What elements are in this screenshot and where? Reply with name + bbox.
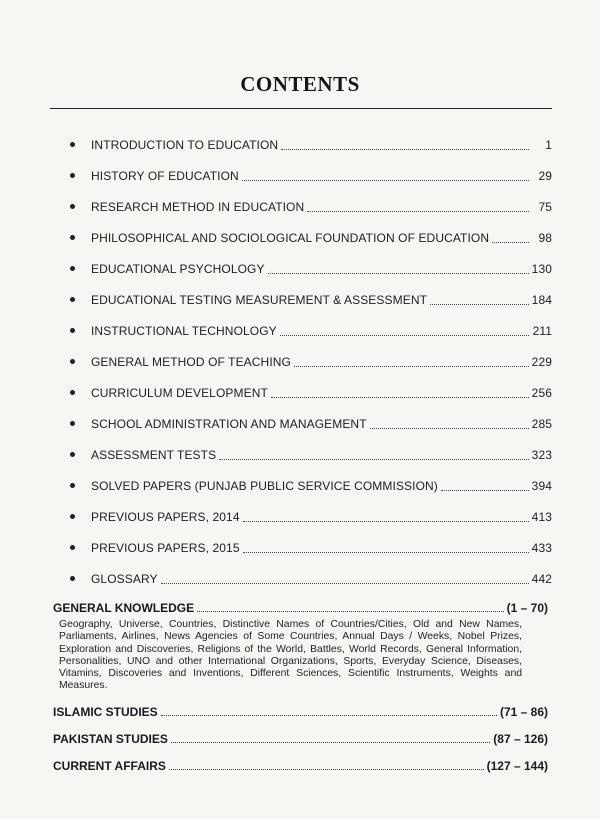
toc-item	[70, 470, 552, 501]
toc-item-page: 1	[545, 137, 552, 152]
toc-item-label: SOLVED PAPERS (PUNJAB PUBLIC SERVICE COMMISSION)	[91, 478, 438, 493]
section-pages: (127 – 144)	[486, 759, 548, 773]
section-label: ISLAMIC STUDIES	[53, 705, 158, 719]
dot-leader	[242, 179, 529, 181]
dot-leader	[281, 148, 529, 150]
section-general-knowledge	[53, 601, 548, 693]
dot-leader	[307, 210, 529, 212]
dot-leader	[197, 610, 504, 612]
section-description: Geography, Universe, Countries, Distinctive Names of Countries/Cities, Old and New Names, Parliaments, Airlines, News Agencies of Some Countries, Annual Days / Weeks, Nobel Prizes, Exploration and Discoveries, Religions of the World, Battles, World Records, General Information, Personalities, UNO and other International Organizations, Sports, Everyday Science, Diseases, Vitamins, Discoveries and Inventions, Different Sciences, Scientific Instruments, Weights and Measures.	[59, 619, 522, 692]
bullet-icon	[70, 328, 75, 333]
toc-item-page: 98	[538, 230, 552, 245]
bullet-icon	[70, 421, 75, 426]
toc-item	[70, 129, 552, 160]
toc-item	[70, 377, 552, 408]
section-label: CURRENT AFFAIRS	[53, 759, 166, 773]
dot-leader	[280, 334, 529, 336]
section-heading	[53, 732, 548, 746]
dot-leader	[243, 551, 529, 553]
bullet-icon	[70, 514, 75, 519]
bullet-icon	[70, 297, 75, 302]
toc-item-label: GLOSSARY	[91, 571, 158, 586]
section-heading	[53, 705, 548, 719]
toc-item	[70, 160, 552, 191]
toc-item-page: 394	[531, 478, 552, 493]
dot-leader	[219, 458, 528, 460]
section-islamic-studies	[53, 705, 548, 719]
toc-item-page: 433	[531, 540, 552, 555]
dot-leader	[161, 714, 497, 716]
dot-leader	[441, 489, 529, 491]
section-label: PAKISTAN STUDIES	[53, 732, 168, 746]
toc-item-page: 75	[538, 199, 552, 214]
title-divider	[50, 108, 552, 109]
section-pages: (87 – 126)	[493, 732, 548, 746]
toc-item-label: GENERAL METHOD OF TEACHING	[91, 354, 291, 369]
dot-leader	[243, 520, 529, 522]
toc-item-page: 442	[531, 571, 552, 586]
dot-leader	[492, 241, 529, 243]
toc-item-page: 413	[531, 509, 552, 524]
bullet-icon	[70, 359, 75, 364]
bullet-icon	[70, 142, 75, 147]
toc-item-label: INSTRUCTIONAL TECHNOLOGY	[91, 323, 277, 338]
toc-item-label: RESEARCH METHOD IN EDUCATION	[91, 199, 305, 214]
toc-item-page: 285	[531, 416, 552, 431]
toc-item-label: PREVIOUS PAPERS, 2015	[91, 540, 240, 555]
toc-item	[70, 222, 552, 253]
toc-item-label: PHILOSOPHICAL AND SOCIOLOGICAL FOUNDATION OF EDUCATION	[91, 230, 490, 245]
section-pakistan-studies	[53, 732, 548, 746]
toc-item-label: PREVIOUS PAPERS, 2014	[91, 509, 240, 524]
toc-item-label: CURRICULUM DEVELOPMENT	[91, 385, 268, 400]
toc-item	[70, 408, 552, 439]
dot-leader	[370, 427, 529, 429]
dot-leader	[271, 396, 529, 398]
dot-leader	[161, 582, 529, 584]
dot-leader	[430, 303, 529, 305]
toc-item-label: EDUCATIONAL TESTING MEASUREMENT & ASSESSMENT	[91, 292, 428, 307]
toc-item-page: 323	[531, 447, 552, 462]
bullet-icon	[70, 390, 75, 395]
section-heading	[53, 759, 548, 773]
toc-item-label: EDUCATIONAL PSYCHOLOGY	[91, 261, 265, 276]
dot-leader	[294, 365, 529, 367]
toc-item-page: 130	[531, 261, 552, 276]
page-title: CONTENTS	[240, 72, 360, 96]
bullet-icon	[70, 204, 75, 209]
toc-item-page: 256	[531, 385, 552, 400]
toc-item	[70, 284, 552, 315]
toc-item-page: 211	[532, 323, 552, 338]
section-pages: (71 – 86)	[499, 705, 548, 719]
toc-item	[70, 346, 552, 377]
toc-item-label: ASSESSMENT TESTS	[91, 447, 217, 462]
toc-list	[70, 129, 552, 594]
bullet-icon	[70, 545, 75, 550]
section-pages: (1 – 70)	[506, 601, 548, 615]
toc-item	[70, 501, 552, 532]
bullet-icon	[70, 266, 75, 271]
toc-item-label: HISTORY OF EDUCATION	[91, 168, 239, 183]
toc-item	[70, 563, 552, 594]
section-label: GENERAL KNOWLEDGE	[53, 601, 195, 615]
toc-item	[70, 439, 552, 470]
section-current-affairs	[53, 759, 548, 773]
dot-leader	[268, 272, 529, 274]
section-heading	[53, 601, 548, 615]
bullet-icon	[70, 576, 75, 581]
toc-item	[70, 191, 552, 222]
bullet-icon	[70, 173, 75, 178]
toc-item	[70, 315, 552, 346]
toc-item-page: 184	[531, 292, 552, 307]
toc-item-label: INTRODUCTION TO EDUCATION	[91, 137, 279, 152]
dot-leader	[171, 741, 490, 743]
bullet-icon	[70, 235, 75, 240]
toc-item-page: 229	[531, 354, 552, 369]
bullet-icon	[70, 483, 75, 488]
toc-item-page: 29	[538, 168, 552, 183]
toc-item-label: SCHOOL ADMINISTRATION AND MANAGEMENT	[91, 416, 367, 431]
bullet-icon	[70, 452, 75, 457]
toc-item	[70, 532, 552, 563]
toc-item	[70, 253, 552, 284]
dot-leader	[169, 768, 484, 770]
